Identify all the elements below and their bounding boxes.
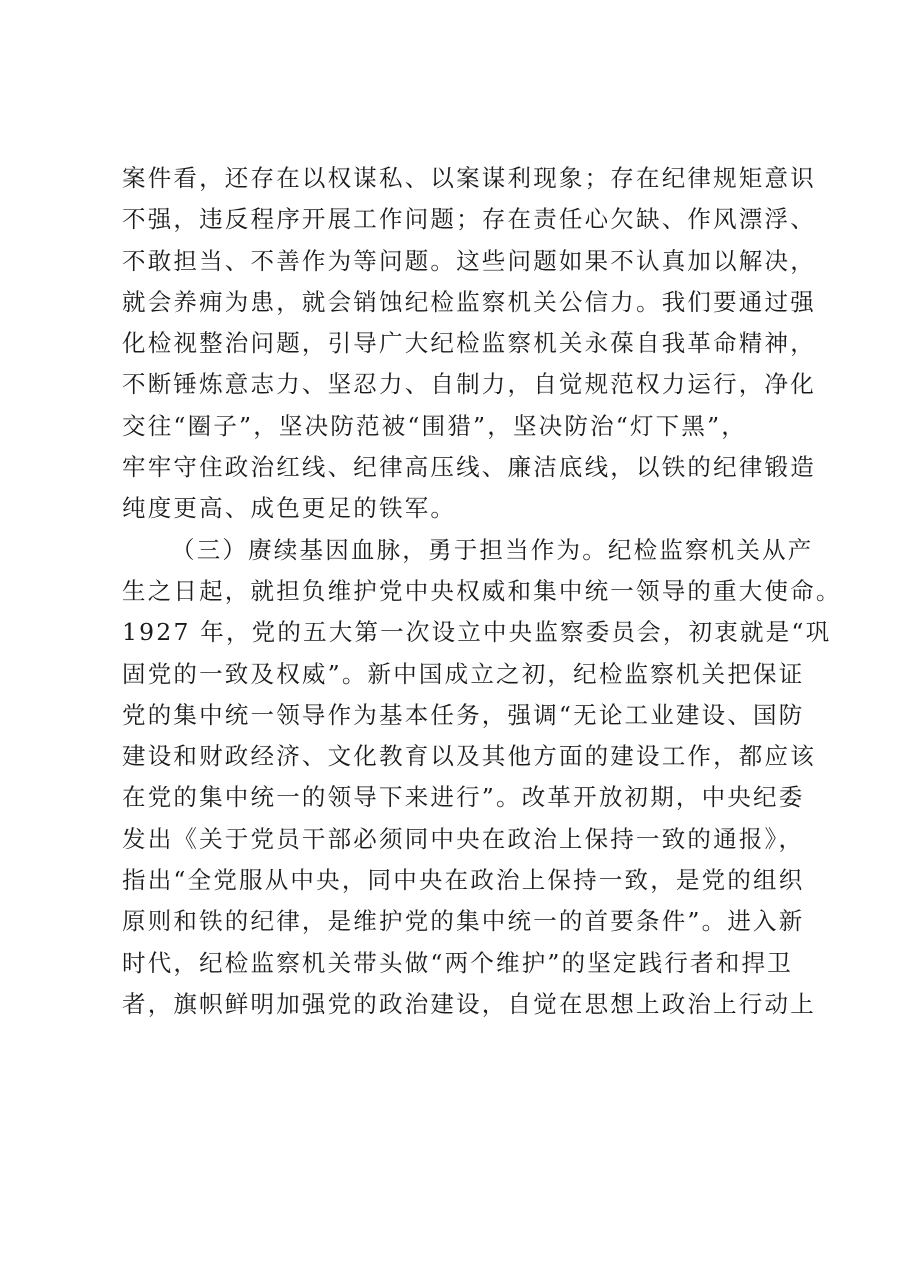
- text-line: 发出《关于党员干部必须同中央在政治上保持一致的通报》，: [122, 824, 805, 853]
- text-line: 不断锤炼意志力、坚忍力、自制力，自觉规范权力运行，净化: [122, 370, 816, 399]
- text-line: 牢牢守住政治红线、纪律高压线、廉洁底线，以铁的纪律锻造: [122, 453, 816, 482]
- text-line: 交往“圈子”，坚决防范被“围猎”，坚决防治“灯下黑”，: [122, 411, 747, 440]
- text-line: 固党的一致及权威”。新中国成立之初，纪检监察机关把保证: [122, 659, 805, 688]
- body-text: [122, 158, 842, 1025]
- text-line: 指出“全党服从中央，同中央在政治上保持一致，是党的组织: [122, 866, 805, 895]
- text-line: 者，旗帜鲜明加强党的政治建设，自觉在思想上政治上行动上: [122, 989, 816, 1018]
- text-line: 纯度更高、成色更足的铁军。: [122, 494, 457, 523]
- text-line: 建设和财政经济、文化教育以及其他方面的建设工作，都应该: [122, 742, 816, 771]
- text-line: 原则和铁的纪律，是维护党的集中统一的首要条件”。进入新: [122, 907, 805, 936]
- text-line: 就会养痈为患，就会销蚀纪检监察机关公信力。我们要通过强: [122, 287, 816, 316]
- text-line: 1927 年，党的五大第一次设立中央监察委员会，初衷就是“巩: [122, 618, 832, 647]
- text-line: 不强，违反程序开展工作问题；存在责任心欠缺、作风漂浮、: [122, 205, 816, 234]
- text-line: 时代，纪检监察机关带头做“两个维护”的坚定践行者和捍卫: [122, 948, 793, 977]
- text-line: （三）赓续基因血脉，勇于担当作为。纪检监察机关从产: [171, 535, 814, 564]
- text-line: 在党的集中统一的领导下来进行”。改革开放初期，中央纪委: [122, 783, 805, 812]
- text-line: 案件看，还存在以权谋私、以案谋利现象；存在纪律规矩意识: [122, 164, 816, 192]
- text-line: 化检视整治问题，引导广大纪检监察机关永葆自我革命精神，: [122, 329, 816, 358]
- text-line: 党的集中统一领导作为基本任务，强调“无论工业建设、国防: [122, 700, 805, 729]
- text-line: 生之日起，就担负维护党中央权威和集中统一领导的重大使命。: [122, 576, 842, 605]
- text-line: 不敢担当、不善作为等问题。这些问题如果不认真加以解决，: [122, 246, 816, 275]
